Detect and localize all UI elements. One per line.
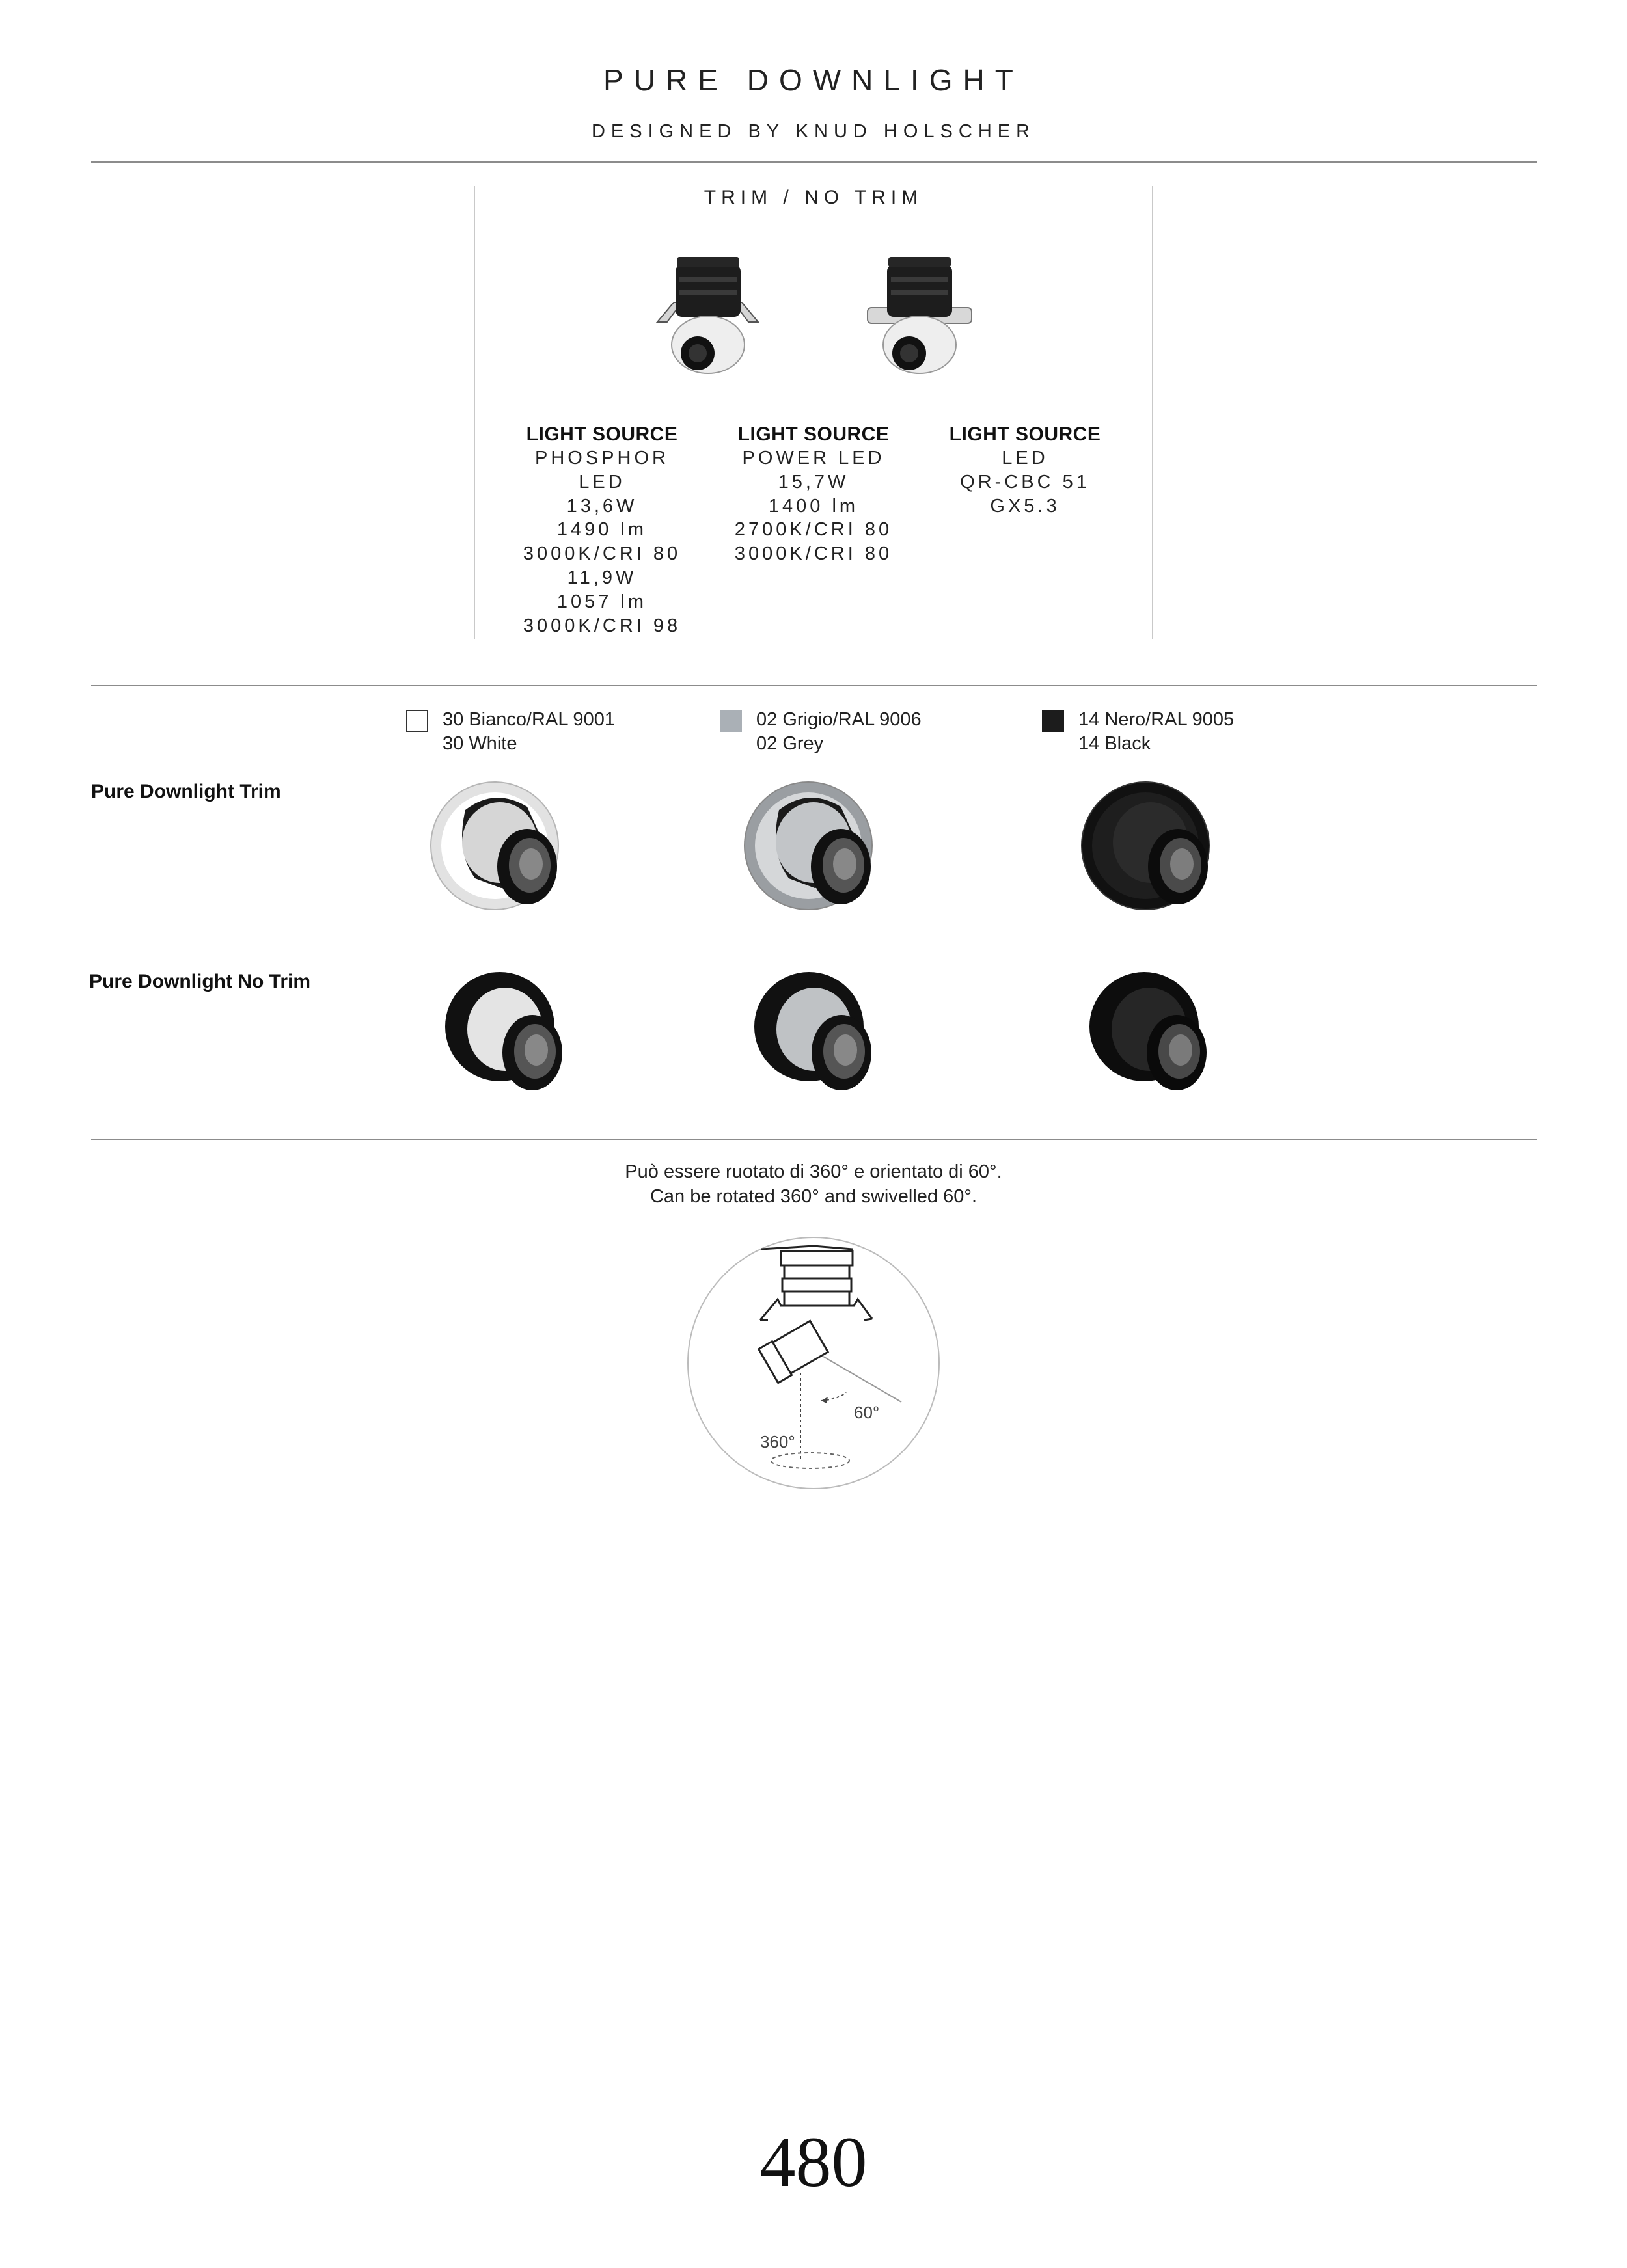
spec-line: 3000K/CRI 98	[523, 615, 681, 636]
spec-line: 1400 lm	[768, 495, 859, 517]
spec-line: GX5.3	[990, 495, 1060, 517]
downlight-no-trim-product-image	[862, 257, 976, 377]
spec-line: LED	[1002, 448, 1048, 468]
page-number: 480	[759, 2122, 868, 2202]
downlight-no-trim-white-image	[443, 969, 573, 1100]
finish-label-grey	[756, 708, 922, 756]
spec-line: 3000K/CRI 80	[734, 543, 893, 565]
light-source-title: LIGHT SOURCE	[526, 424, 678, 445]
section-border-right	[1152, 186, 1153, 639]
downlight-trim-grey-image	[743, 781, 886, 917]
divider-middle	[91, 685, 1537, 686]
divider-top	[91, 161, 1537, 163]
section-title: TRIM / NO TRIM	[704, 187, 923, 208]
finish-name-en: 30 White	[443, 733, 517, 754]
spec-line: POWER LED	[742, 448, 885, 468]
spec-line: 11,9W	[567, 567, 637, 588]
spec-line: QR-CBC 51	[960, 471, 1090, 493]
light-source-column-2	[716, 423, 911, 566]
spec-line: 13,6W	[566, 495, 638, 517]
row-label-no-trim: Pure Downlight No Trim	[89, 971, 311, 992]
finish-name: 14 Nero/RAL 9005	[1078, 709, 1235, 730]
section-border-left	[474, 186, 475, 639]
spec-line: 15,7W	[778, 471, 849, 493]
downlight-no-trim-grey-image	[752, 969, 882, 1100]
downlight-trim-product-image	[651, 257, 765, 377]
finish-label-white	[443, 708, 615, 756]
swivel-angle-label: 60°	[854, 1403, 880, 1422]
finish-name: 02 Grigio/RAL 9006	[756, 709, 922, 730]
designer-subtitle: DESIGNED BY KNUD HOLSCHER	[591, 121, 1036, 142]
rotation-caption-en: Can be rotated 360° and swivelled 60°.	[649, 1186, 978, 1207]
spec-line: 3000K/CRI 80	[523, 543, 681, 565]
light-source-column-3	[927, 423, 1123, 518]
row-label-trim: Pure Downlight Trim	[91, 781, 281, 802]
downlight-no-trim-black-image	[1087, 969, 1217, 1100]
downlight-trim-black-image	[1080, 781, 1224, 917]
finish-label-black	[1078, 708, 1234, 756]
light-source-title: LIGHT SOURCE	[949, 424, 1101, 445]
rotation-caption-it: Può essere ruotato di 360° e orientato di 60°.	[625, 1161, 1002, 1182]
rotation-diagram	[683, 1233, 944, 1493]
finish-name-en: 14 Black	[1078, 733, 1151, 754]
finish-name-en: 02 Grey	[756, 733, 824, 754]
divider-bottom	[91, 1139, 1537, 1140]
light-source-title: LIGHT SOURCE	[737, 424, 890, 445]
finish-name: 30 Bianco/RAL 9001	[443, 709, 615, 730]
downlight-trim-white-image	[430, 781, 573, 917]
spec-line: 1490 lm	[556, 519, 648, 541]
rotation-angle-label: 360°	[760, 1432, 795, 1451]
spec-line: 1057 lm	[556, 591, 648, 612]
spec-line: LED	[579, 471, 625, 493]
rotation-caption	[0, 1159, 1627, 1209]
spec-line: 2700K/CRI 80	[734, 519, 893, 541]
finish-swatch-black	[1042, 710, 1064, 732]
light-source-column-1	[504, 423, 700, 638]
finish-swatch-grey	[720, 710, 742, 732]
finish-swatch-white	[406, 710, 428, 732]
spec-line: PHOSPHOR	[535, 448, 669, 468]
page-title: PURE DOWNLIGHT	[603, 63, 1024, 97]
